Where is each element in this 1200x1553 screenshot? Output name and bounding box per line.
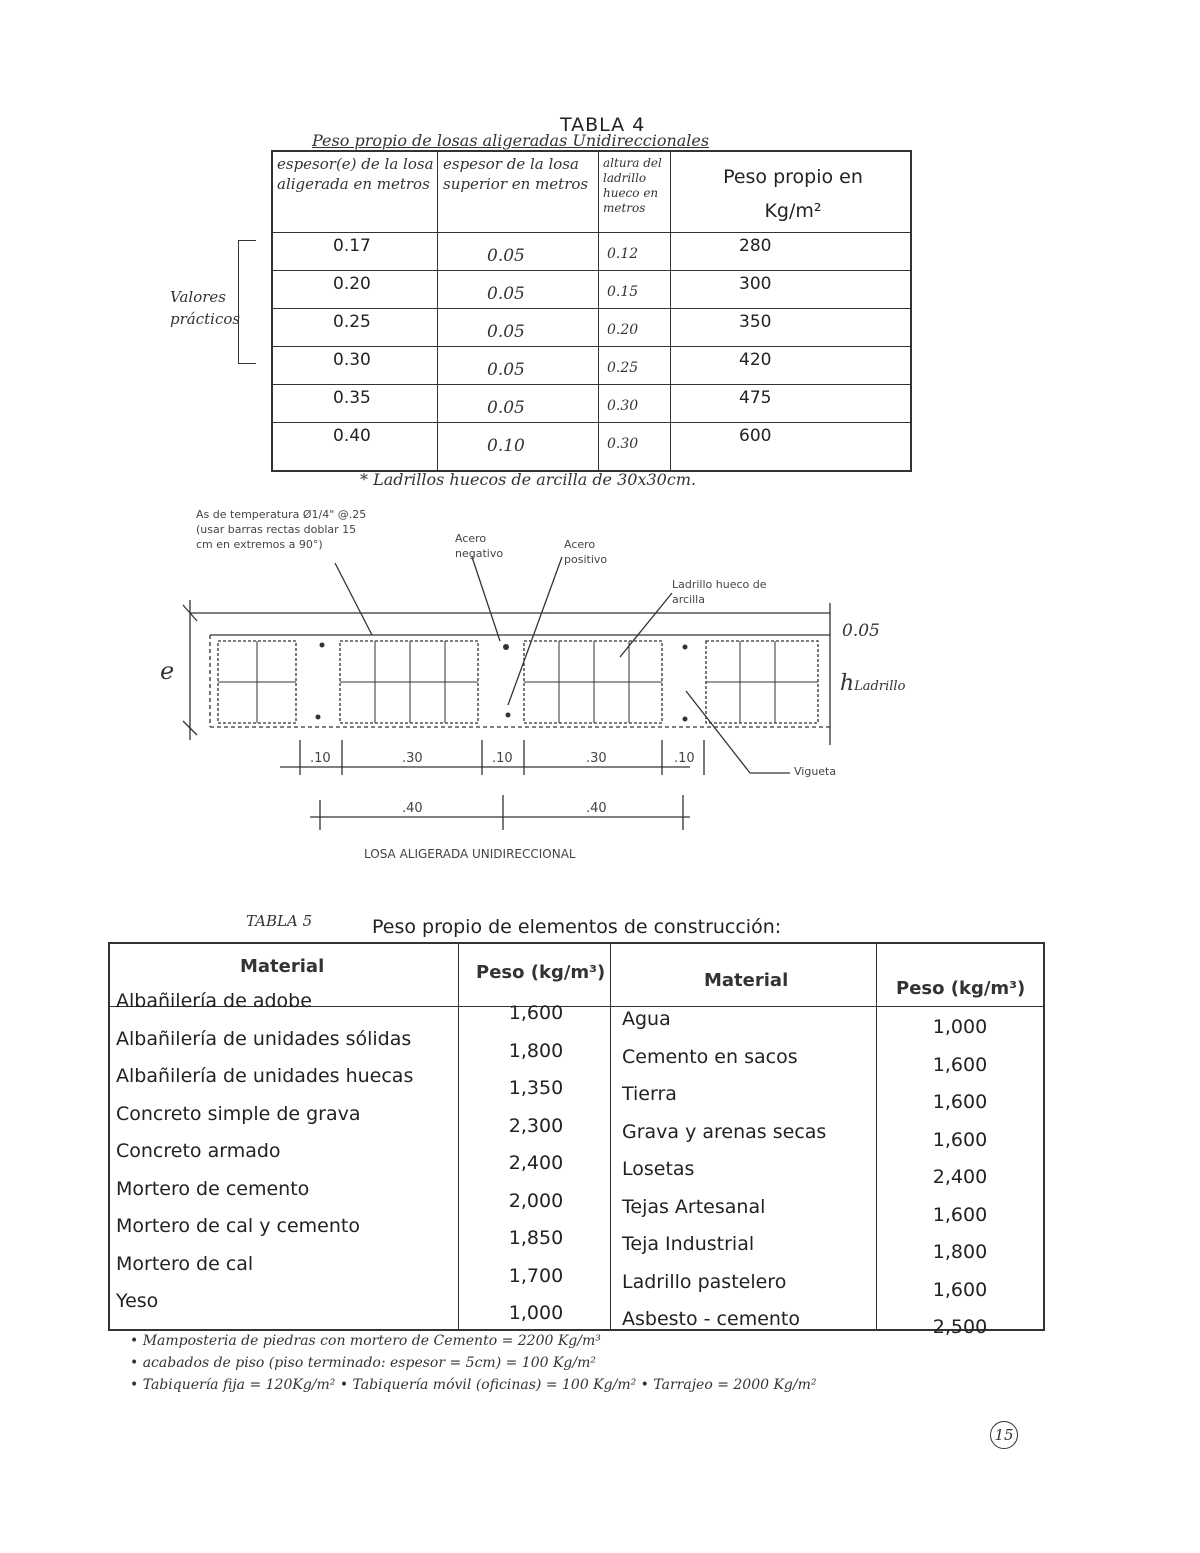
tabla5-left-peso: 1,600 [508,1002,564,1024]
tabla5-right-material: Grava y arenas secas [622,1120,827,1143]
rebar-dot [683,717,688,722]
temp-steel-line-2: (usar barras rectas doblar 15 [196,523,357,536]
tabla5-left-peso: 1,000 [508,1302,564,1324]
brick-line-2: arcilla [672,593,705,606]
dim-label: .10 [492,751,513,766]
tabla5-left-material: Albañilería de unidades sólidas [116,1027,412,1050]
tabla4-cell: 0.30 [333,350,371,370]
e-label: e [160,657,175,685]
tabla4-cell: 300 [739,274,772,294]
tabla5-right-material: Tierra [622,1083,677,1105]
neg-steel-leader [472,557,500,641]
tabla5-left-material: Mortero de cal y cemento [116,1215,360,1237]
tabla5-right-peso: 1,800 [932,1241,988,1263]
temp-steel-line-1: As de temperatura Ø1/4" @.25 [196,508,367,521]
tabla5-right-peso: 1,600 [932,1128,988,1151]
tabla4-cell: 0.10 [487,436,525,456]
tabla4-cell: 0.05 [487,284,525,304]
note-tabiqueria: • Tabiquería fija = 120Kg/m² • Tabiquería móvil (oficinas) = 100 Kg/m² • Tarrajeo = 2000 Kg/m² [130,1377,817,1393]
note-mamposteria: • Mamposteria de piedras con mortero de Cemento = 2200 Kg/m³ [130,1333,601,1349]
tabla4-cell: 475 [739,388,772,408]
tabla5-header-material-left: Material [240,956,325,977]
note-acabados: • acabados de piso (piso terminado: espesor = 5cm) = 100 Kg/m² [130,1355,596,1371]
tabla5-header-peso-right: Peso (kg/m³) [896,978,1026,999]
tabla5-left-material: Concreto armado [116,1140,281,1162]
valores-practicos-label [170,286,240,330]
tabla4-cell: 0.25 [607,360,639,376]
tabla5-title: Peso propio de elementos de construcción: [372,916,782,938]
brick-leader [620,593,672,657]
tabla5-right-peso: 2,500 [932,1316,988,1338]
tabla4-subtitle: Peso propio de losas aligeradas Unidireccionales [312,131,710,150]
diagram-caption: LOSA ALIGERADA UNIDIRECCIONAL [364,847,576,861]
neg-steel-label [455,531,503,561]
tabla5-header-material-right: Material [704,970,789,991]
neg-steel-line-2: negativo [455,547,504,560]
valores-label-2: prácticos [170,310,241,328]
pos-steel-leader [508,557,562,705]
tabla5-left-peso: 2,400 [508,1152,564,1174]
dim-label: .30 [586,751,607,766]
tabla4-cell: 0.40 [333,426,371,446]
tabla5-left-material: Mortero de cal [116,1252,254,1275]
neg-steel-line-1: Acero [455,532,487,545]
tabla4-cell: 0.25 [333,312,371,332]
valores-practicos-brace [238,240,257,364]
dim-label: .30 [402,751,423,766]
tabla4-note: * Ladrillos huecos de arcilla de 30x30cm. [360,470,697,489]
tabla5-right-peso: 1,600 [932,1091,988,1113]
span-label: .40 [586,801,607,816]
tabla5-left-peso: 1,800 [508,1039,564,1062]
tabla5-right-material: Agua [622,1008,671,1030]
temp-steel-line-3: cm en extremos a 90°) [196,538,323,551]
dim-label: .10 [310,751,331,766]
tabla5-left-peso: 1,850 [508,1227,564,1249]
tabla4-cell: 0.05 [487,360,525,380]
tabla4-cell: 0.05 [487,398,525,418]
tabla5-right-peso: 1,600 [932,1203,988,1226]
footnotes [130,1330,817,1396]
tabla4-cell: 0.20 [607,322,639,338]
tabla5-right-peso: 1,600 [932,1278,988,1301]
tabla5-right-material: Ladrillo pastelero [622,1270,787,1293]
span-label: .40 [402,801,423,816]
top-thickness-label: 0.05 [842,621,880,641]
vigueta-label: Vigueta [794,765,837,778]
rebar-dot [503,644,509,650]
tabla5-right-peso: 1,600 [932,1053,988,1076]
tabla4-cell: 0.17 [333,236,371,256]
tabla5-left-material: Yeso [116,1290,159,1312]
h-subscript: Ladrillo [854,679,906,694]
tabla4-cell: 0.05 [487,246,525,266]
tabla4-cell: 0.05 [487,322,525,342]
tabla5-left-peso: 2,300 [508,1114,564,1137]
tabla4-cell: 0.15 [607,284,639,300]
tabla4-cell: 350 [739,312,772,332]
tabla4-cell: 0.12 [607,246,639,262]
tabla4-cell: 0.35 [333,388,371,408]
losa-diagram-svg [150,495,930,875]
tabla4-title: TABLA 4 [560,114,646,136]
tabla4-header-peso: Peso propio en Kg/m² [723,166,863,222]
tabla5-right-material: Cemento en sacos [622,1045,798,1068]
valores-label-1: Valores [170,288,226,306]
h-letter: h [840,671,855,696]
tabla5-left-peso: 1,350 [508,1077,564,1099]
tabla5-right-material: Tejas Artesanal [622,1195,766,1218]
brick-label [672,577,767,607]
tabla4-cell: 0.30 [607,398,639,414]
tabla5-right-material: Asbesto - cemento [622,1308,801,1330]
tabla5-left-peso: 2,000 [508,1189,564,1212]
tabla5-right-peso: 1,000 [932,1016,988,1038]
rebar-dot [316,715,321,720]
dim-label: .10 [674,751,695,766]
tabla4-header-espesor: espesor(e) de la losa aligerada en metros [277,155,434,193]
temp-steel-label [196,507,366,552]
tabla5-left-material: Mortero de cemento [116,1177,310,1200]
temp-steel-leader [335,563,372,635]
tabla5-right-material: Teja Industrial [622,1233,755,1255]
tabla5-left-material: Albañilería de unidades huecas [116,1065,414,1087]
rebar-dot [683,645,688,650]
tabla4-table [271,150,912,472]
tabla5-table [108,942,1045,1338]
tabla5-left-peso: 1,700 [508,1264,564,1287]
tabla4-header-altura: altura del ladrillo hueco en metros [603,156,662,215]
tabla5-left-material: Concreto simple de grava [116,1102,361,1125]
pos-steel-label [564,537,607,567]
tabla4-cell: 420 [739,350,772,370]
tabla4-cell: 280 [739,236,772,256]
tabla4-cell: 600 [739,426,772,446]
pos-steel-line-1: Acero [564,538,596,551]
page-number: 15 [990,1421,1018,1449]
pos-steel-line-2: positivo [564,553,608,566]
h-label [840,671,905,696]
tabla5-left-material: Albañilería de adobe [116,990,312,1012]
tabla4-cell: 0.20 [333,274,371,294]
tabla5-header-peso-left: Peso (kg/m³) [476,962,606,983]
tabla5-label: TABLA 5 [246,912,313,930]
tabla5-right-material: Losetas [622,1158,695,1180]
brick-line-1: Ladrillo hueco de [672,578,767,591]
losa-diagram [150,495,930,879]
tabla5-right-peso: 2,400 [932,1166,988,1188]
rebar-dot [320,643,325,648]
tabla4-header-losa-superior: espesor de la losa superior en metros [443,155,589,193]
tabla4-cell: 0.30 [607,436,639,452]
rebar-dot [506,713,511,718]
